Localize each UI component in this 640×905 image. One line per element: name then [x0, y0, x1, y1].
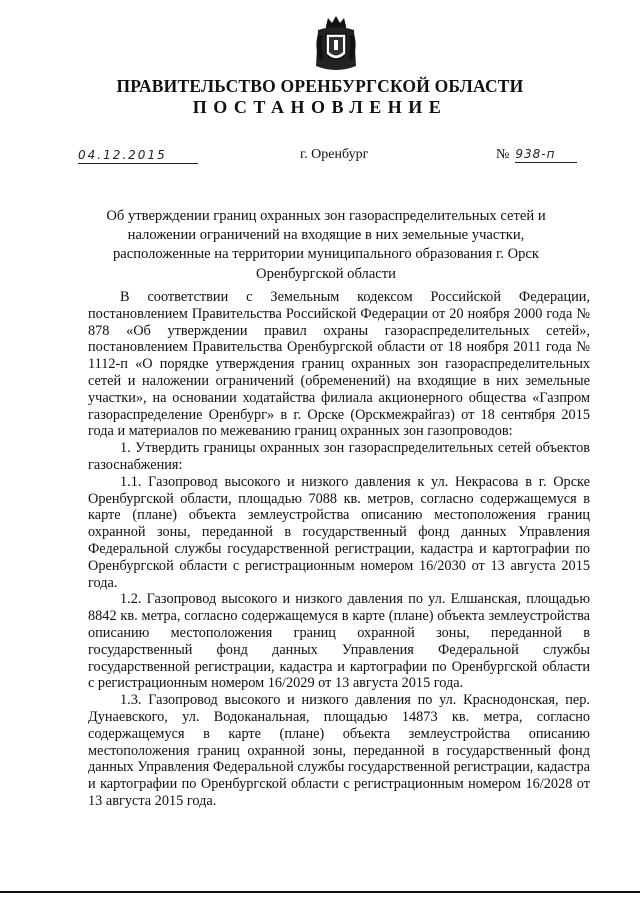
coat-of-arms-icon	[312, 14, 360, 74]
document-type: ПОСТАНОВЛЕНИЕ	[192, 97, 448, 117]
document-title: Об утверждении границ охранных зон газораспределительных сетей и наложении ограничений на входящие в них земельные участки, расположенные на территории муниципального образования г. Орск Оренбургской области	[106, 208, 546, 282]
clause-1-1: 1.1. Газопровод высокого и низкого давления к ул. Некрасова в г. Орске Оренбургской области, площадью 7088 кв. метров, согласно содержащемуся в карте (плане) объекта землеустройства описанию местоположения границ охранной зоны, переданной в государственный фонд данных Управления Федеральной службы государственной регистрации, кадастра и картографии по Оренбургской области с регистрационным номером 16/2030 от 13 августа 2015 года.	[88, 473, 590, 591]
page-bottom-rule	[0, 891, 640, 893]
clause-1: 1. Утвердить границы охранных зон газораспределительных сетей объектов газоснабжения:	[88, 440, 590, 473]
clause-1-2: 1.2. Газопровод высокого и низкого давления по ул. Елшанская, площадью 8842 кв. метра, согласно содержащемуся в карте (плане) объекта землеустройства описанию местоположения границ охранной зоны, переданной в государственный фонд данных Управления Федеральной службы государственной регистрации, кадастра и картографии по Оренбургской области с регистрационным номером 16/2029 от 13 августа 2015 года.	[88, 591, 590, 692]
organization-name: ПРАВИТЕЛЬСТВО ОРЕНБУРГСКОЙ ОБЛАСТИ	[116, 76, 524, 96]
document-date: 04.12.2015	[78, 148, 198, 164]
number-value: 938-п	[515, 147, 577, 163]
document-number	[496, 147, 577, 163]
number-label: №	[496, 147, 510, 162]
document-body	[88, 289, 590, 810]
clause-1-3: 1.3. Газопровод высокого и низкого давления по ул. Краснодонская, пер. Дунаевского, ул. Водоканальная, площадью 14873 кв. метра, согласно содержащемуся в карте (плане) объекта землеустройства описанию местоположения границ охранной зоны, переданной в государственный фонд данных Управления Федеральной службы государственной регистрации, кадастра и картографии по Оренбургской области с регистрационным номером 16/2028 от 13 августа 2015 года.	[88, 692, 590, 809]
preamble-paragraph: В соответствии с Земельным кодексом Российской Федерации, постановлением Правительства Российской Федерации от 20 ноября 2000 года № 878 «Об утверждении правил охраны газораспределительных сетей», постановлением Правительства Оренбургской области от 18 ноября 2011 года № 1112-п «О порядке утверждения границ охранных зон газораспределительных сетей и наложении ограничений (обременений) на входящие в них земельные участки», на основании ходатайства филиала акционерного общества «Газпром газораспределение Оренбург» в г. Орске (Орскмежрайгаз) от 18 сентября 2015 года и материалов по межеванию границ охранных зон газопроводов:	[88, 289, 590, 440]
document-city: г. Оренбург	[300, 147, 369, 162]
